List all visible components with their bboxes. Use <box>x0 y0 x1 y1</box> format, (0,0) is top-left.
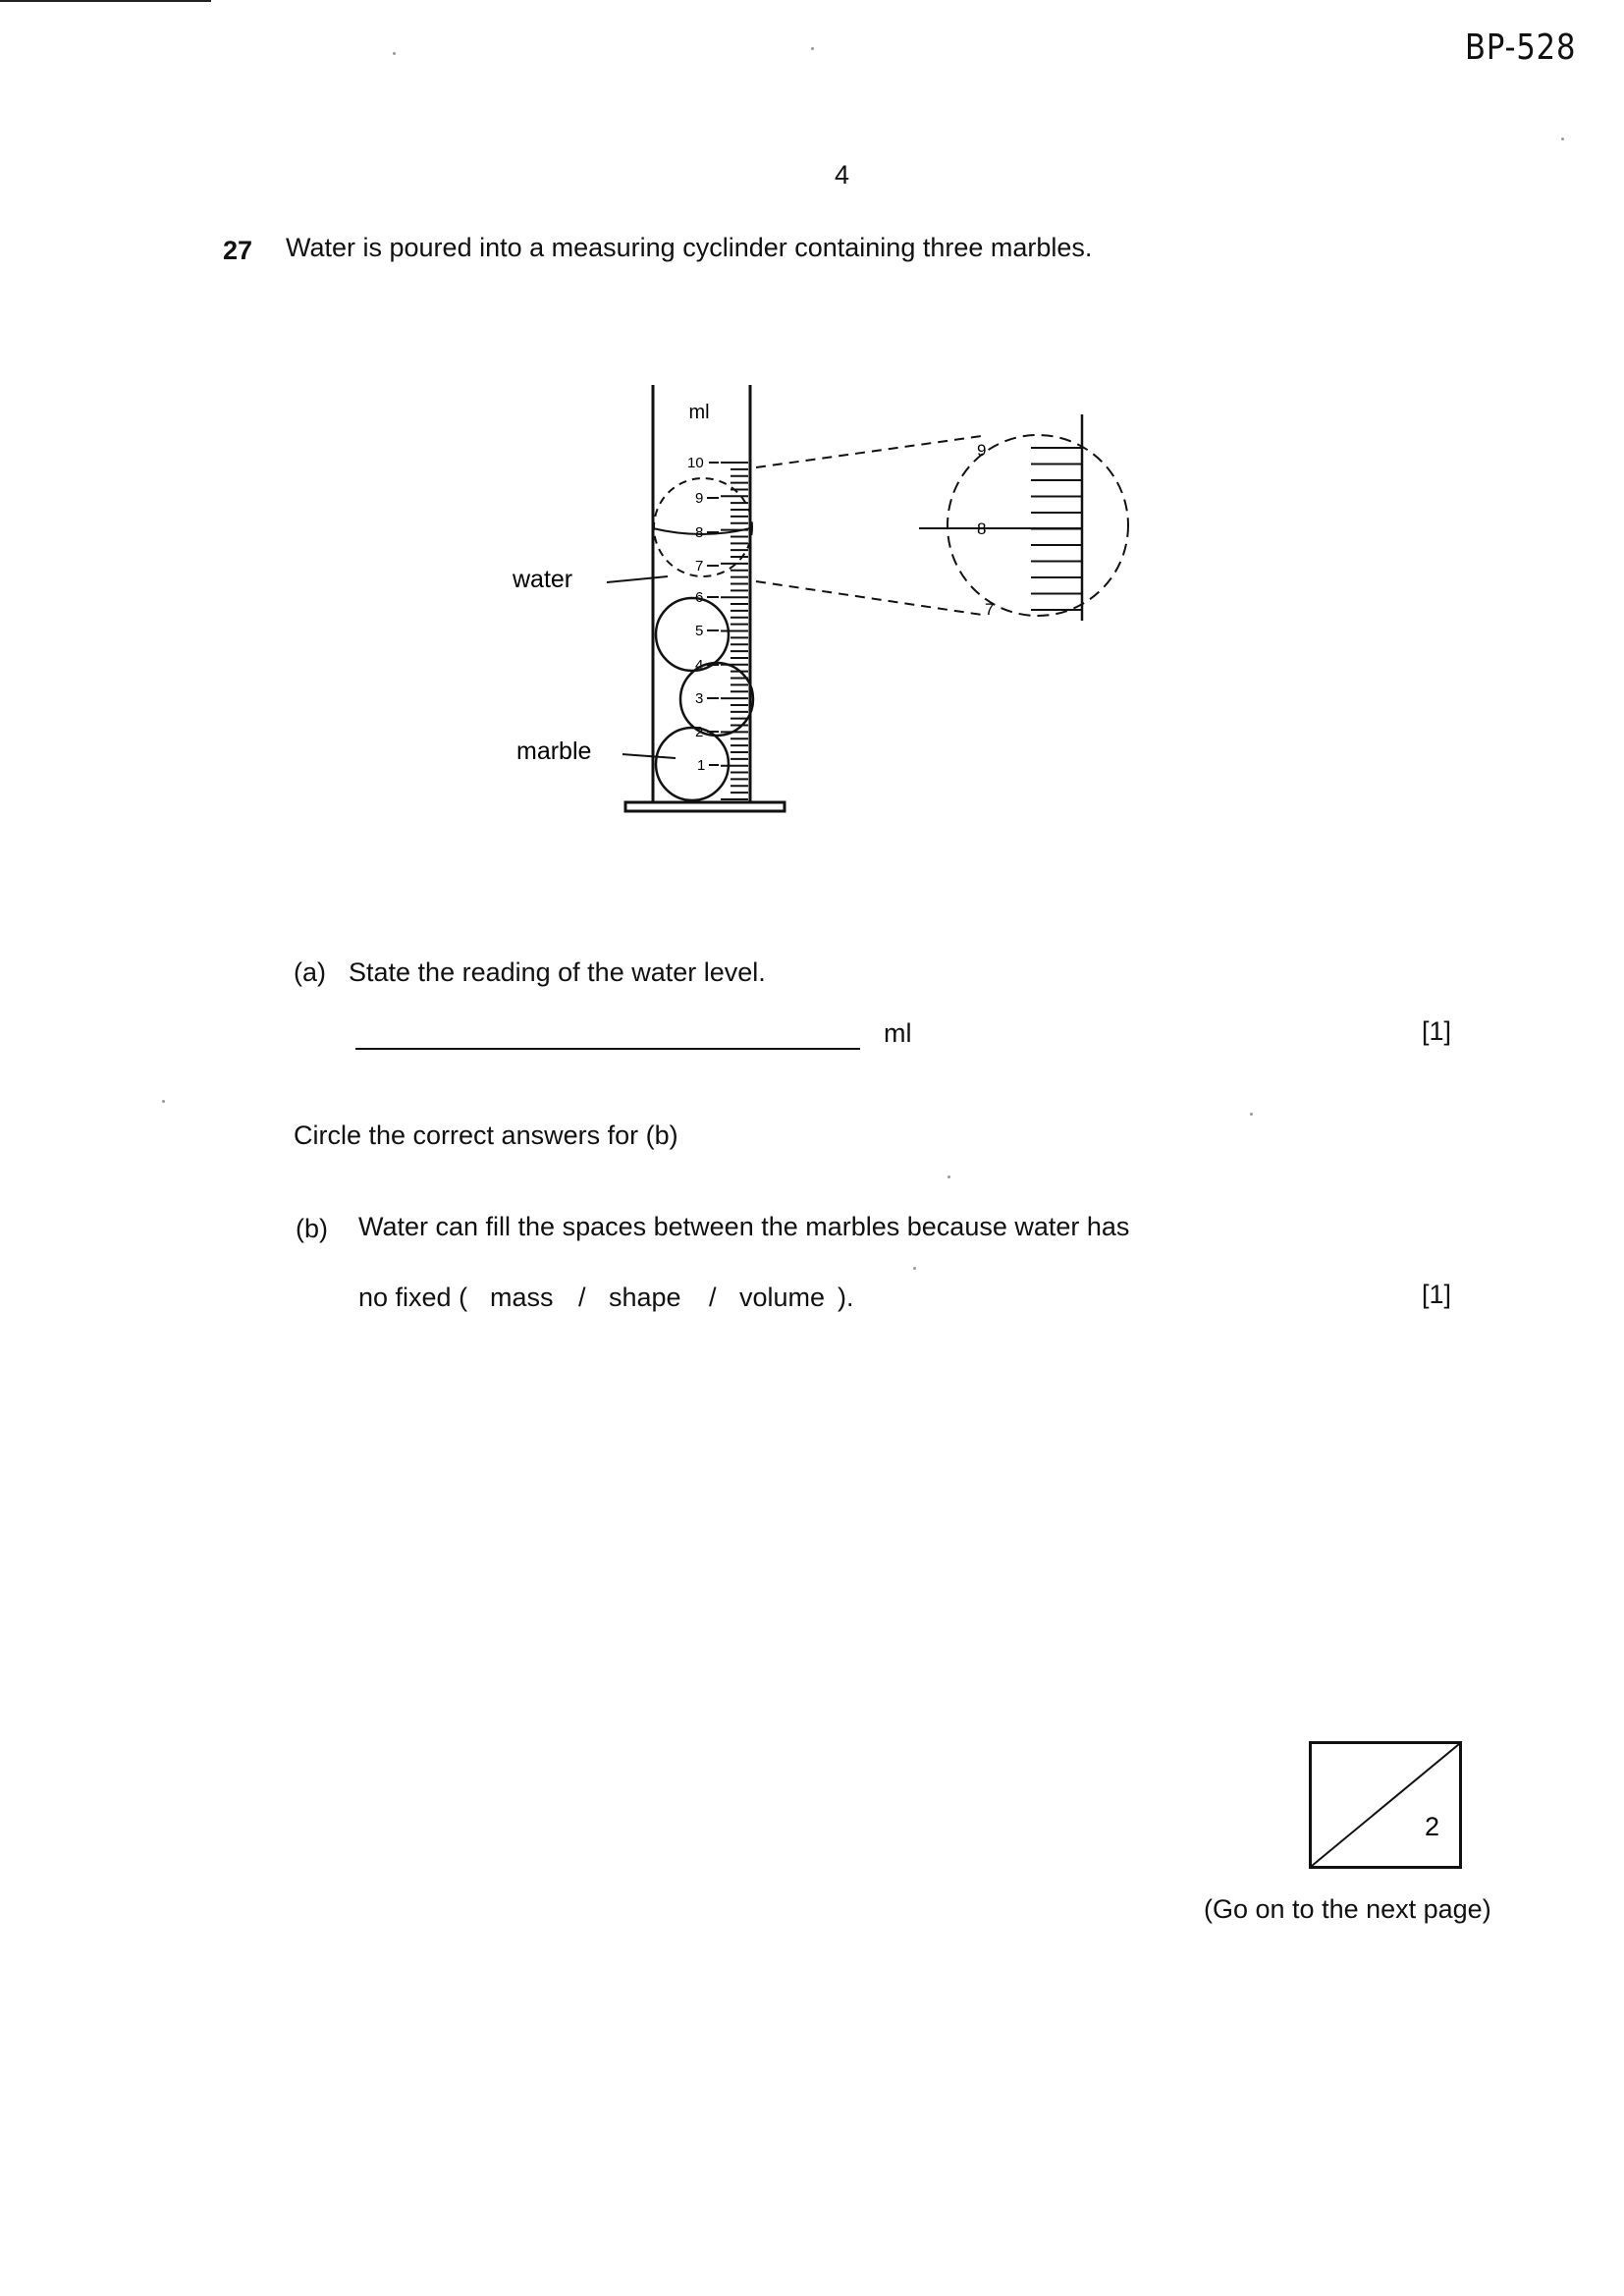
question-number: 27 <box>223 236 253 265</box>
marble-top <box>656 598 729 671</box>
label-water: water <box>513 566 573 593</box>
option-shape[interactable]: shape <box>609 1283 681 1312</box>
scale-number-5: 5 <box>695 623 704 639</box>
number-leaders <box>707 463 719 765</box>
marks-box-diagonal <box>1312 1744 1459 1866</box>
zoom-number-7: 7 <box>985 600 995 619</box>
zoom-number-8: 8 <box>977 519 987 538</box>
scan-speck <box>162 1100 165 1103</box>
scan-speck <box>913 1267 916 1270</box>
measuring-cylinder-diagram <box>491 373 1139 825</box>
question-stem: Water is poured into a measuring cyclinder containing three marbles. <box>286 233 1093 262</box>
scale-numbers <box>687 455 705 774</box>
part-b-line1: Water can fill the spaces between the marbles because water has <box>358 1212 1130 1241</box>
part-b-label: (b) <box>296 1214 328 1243</box>
option-separator-1: / <box>578 1283 586 1312</box>
cylinder-base <box>625 802 785 811</box>
scan-speck <box>393 52 396 55</box>
magnified-circle <box>947 435 1128 616</box>
magnified-numbers <box>977 441 994 619</box>
zoom-number-9: 9 <box>977 441 987 460</box>
part-a-label: (a) <box>294 957 326 987</box>
option-separator-2: / <box>709 1283 717 1312</box>
marks-box <box>1309 1741 1462 1869</box>
top-rule <box>0 0 211 2</box>
part-b-line2-prefix: no fixed ( <box>358 1283 468 1312</box>
answer-line-a[interactable] <box>355 1048 860 1050</box>
part-b-marks: [1] <box>1422 1280 1452 1309</box>
scan-speck <box>1561 137 1564 140</box>
part-b-line2-suffix: ). <box>838 1283 854 1312</box>
option-mass[interactable]: mass <box>490 1283 554 1312</box>
scan-speck <box>811 47 814 50</box>
scale-number-6: 6 <box>695 589 704 606</box>
unit-label: ml <box>688 402 710 423</box>
page-number: 4 <box>835 160 850 190</box>
part-a-unit: ml <box>884 1018 912 1048</box>
part-a-marks: [1] <box>1422 1016 1452 1046</box>
marks-box-total: 2 <box>1425 1812 1440 1841</box>
label-marble: marble <box>516 738 592 765</box>
scan-speck <box>1250 1113 1253 1116</box>
scale-number-2: 2 <box>695 724 704 740</box>
connector-bottom <box>756 581 982 615</box>
scale-number-4: 4 <box>695 657 704 674</box>
scale-number-7: 7 <box>695 558 704 574</box>
leader-marble <box>623 754 676 758</box>
scale-number-3: 3 <box>695 690 704 707</box>
scale-number-9: 9 <box>695 490 704 507</box>
part-a-prompt: State the reading of the water level. <box>349 957 766 987</box>
scale-number-8: 8 <box>695 524 704 541</box>
instruction-text: Circle the correct answers for (b) <box>294 1121 678 1150</box>
paper-code: BP-528 <box>1464 27 1576 68</box>
leader-water <box>607 576 668 582</box>
scale-number-1: 1 <box>697 757 706 774</box>
connector-top <box>756 436 982 467</box>
option-volume[interactable]: volume <box>739 1283 826 1312</box>
next-page-note: (Go on to the next page) <box>1204 1894 1491 1924</box>
scan-speck <box>947 1175 950 1178</box>
scale-number-10: 10 <box>687 455 704 471</box>
